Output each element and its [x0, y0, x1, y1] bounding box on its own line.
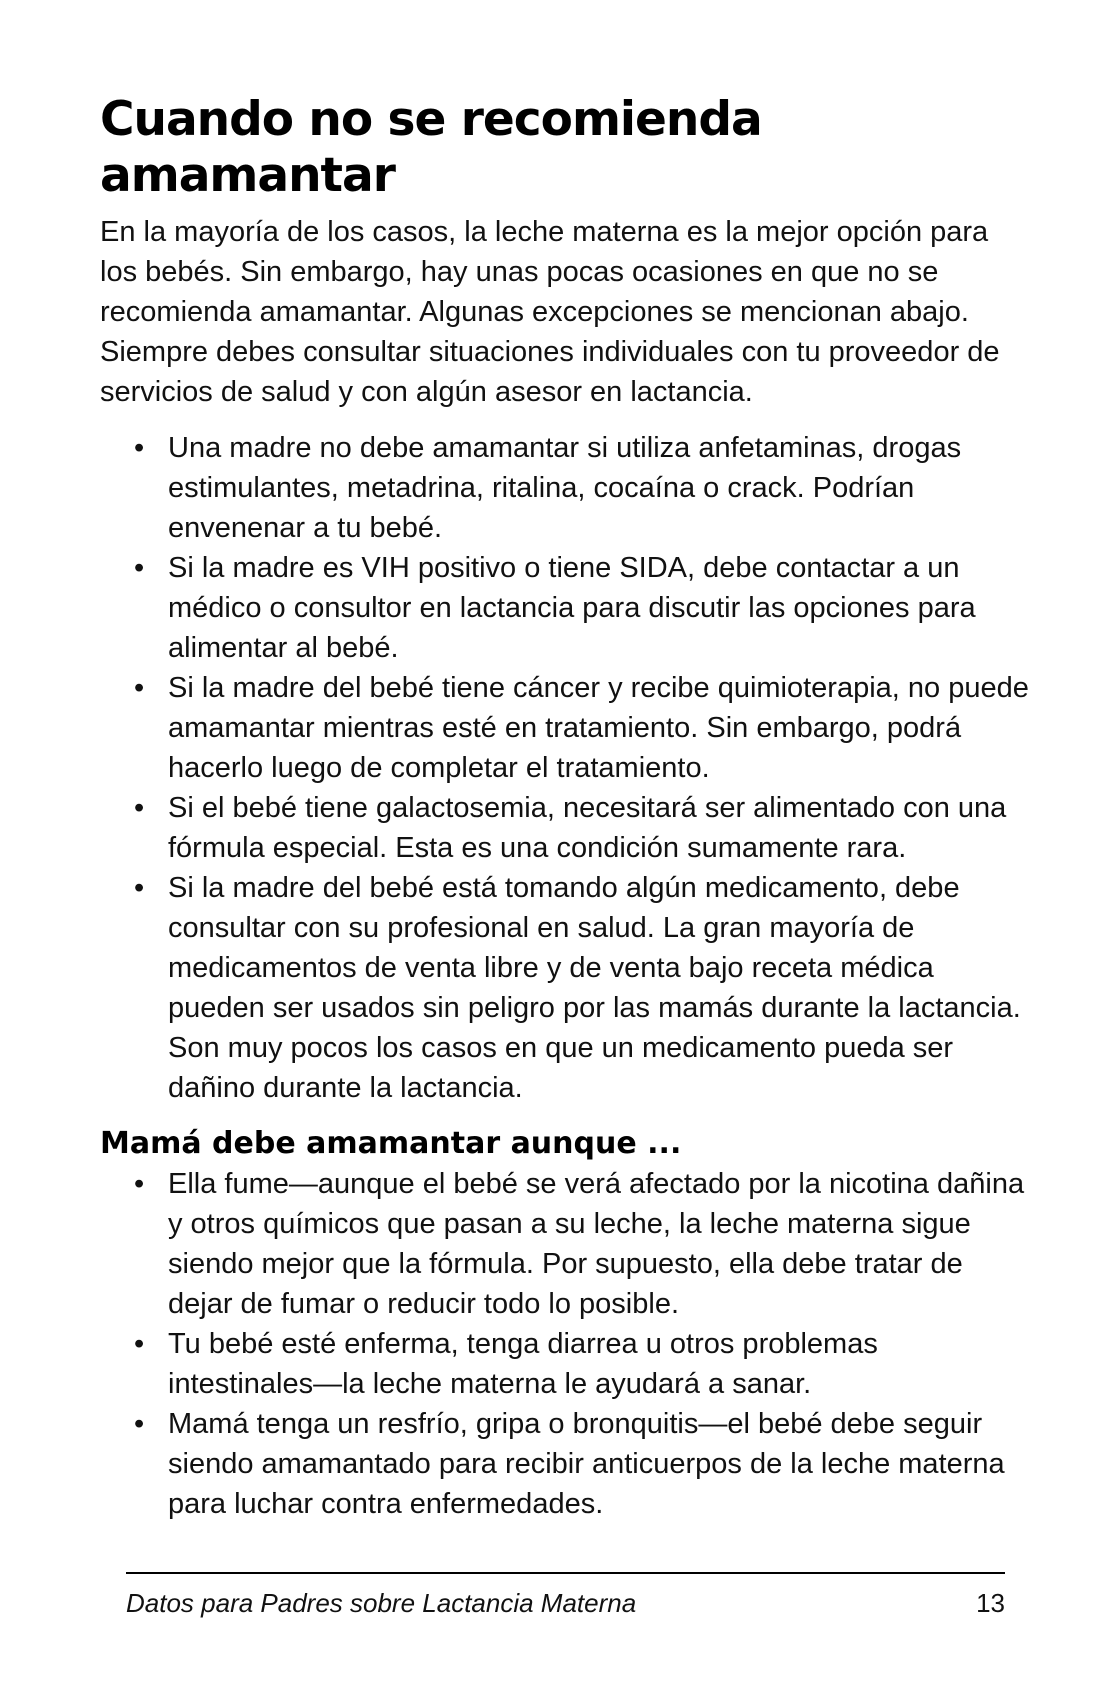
list-item-text: Si el bebé tiene galactosemia, necesitará ser alimentado con una fórmula especial. Esta es una condición sumamente rara.: [168, 792, 1007, 864]
bullet-icon: •: [134, 792, 145, 824]
not-recommended-list: [100, 428, 1030, 1108]
list-item: [100, 1404, 1030, 1524]
list-item: [100, 1324, 1030, 1404]
list-item: [100, 868, 1030, 1108]
list-item: [100, 548, 1030, 668]
bullet-icon: •: [134, 672, 145, 704]
page-number: 13: [976, 1588, 1005, 1618]
list-item-text: Una madre no debe amamantar si utiliza anfetaminas, drogas estimulantes, metadrina, ritalina, cocaína o crack. Podrían envenenar a tu bebé.: [168, 432, 962, 544]
bullet-icon: •: [134, 1328, 145, 1360]
section-subheading: Mamá debe amamantar aunque ...: [100, 1126, 682, 1161]
list-item: [100, 1164, 1030, 1324]
bullet-icon: •: [134, 872, 145, 904]
page-content: [100, 92, 1030, 1524]
list-item: [100, 668, 1030, 788]
bullet-icon: •: [134, 1168, 145, 1200]
bullet-icon: •: [134, 432, 145, 464]
intro-paragraph: En la mayoría de los casos, la leche materna es la mejor opción para los bebés. Sin embargo, hay unas pocas ocasiones en que no se recomienda amamantar. Algunas excepciones se mencionan abajo. Siempre debes consultar situaciones individuales con tu proveedor de servicios de salud y con algún asesor en lactancia.: [100, 216, 1000, 408]
list-item-text: Si la madre del bebé está tomando algún medicamento, debe consultar con su profesional en salud. La gran mayoría de medicamentos de venta libre y de venta bajo receta médica pueden ser usados sin peligro por las mamás durante la lactancia. Son muy pocos los casos en que un medicamento pueda ser dañino durante la lactancia.: [168, 872, 1021, 1104]
list-item-text: Ella fume—aunque el bebé se verá afectado por la nicotina dañina y otros químicos que pasan a su leche, la leche materna sigue siendo mejor que la fórmula. Por supuesto, ella debe tratar de dejar de fumar o reducir todo lo posible.: [168, 1168, 1025, 1320]
list-item: [100, 788, 1030, 868]
list-item-text: Si la madre del bebé tiene cáncer y recibe quimioterapia, no puede amamantar mientras esté en tratamiento. Sin embargo, podrá hacerlo luego de completar el tratamiento.: [168, 672, 1029, 784]
footer-divider: [126, 1572, 1005, 1574]
list-item-text: Mamá tenga un resfrío, gripa o bronquitis—el bebé debe seguir siendo amamantado para recibir anticuerpos de la leche materna para luchar contra enfermedades.: [168, 1408, 1005, 1520]
list-item-text: Si la madre es VIH positivo o tiene SIDA, debe contactar a un médico o consultor en lactancia para discutir las opciones para alimentar al bebé.: [168, 552, 976, 664]
page-title: Cuando no se recomienda amamantar: [100, 92, 762, 203]
footer-title: Datos para Padres sobre Lactancia Materna: [126, 1588, 637, 1618]
bullet-icon: •: [134, 552, 145, 584]
list-item-text: Tu bebé esté enferma, tenga diarrea u otros problemas intestinales—la leche materna le ayudará a sanar.: [168, 1328, 878, 1400]
list-item: [100, 428, 1030, 548]
bullet-icon: •: [134, 1408, 145, 1440]
should-breastfeed-list: [100, 1164, 1030, 1524]
